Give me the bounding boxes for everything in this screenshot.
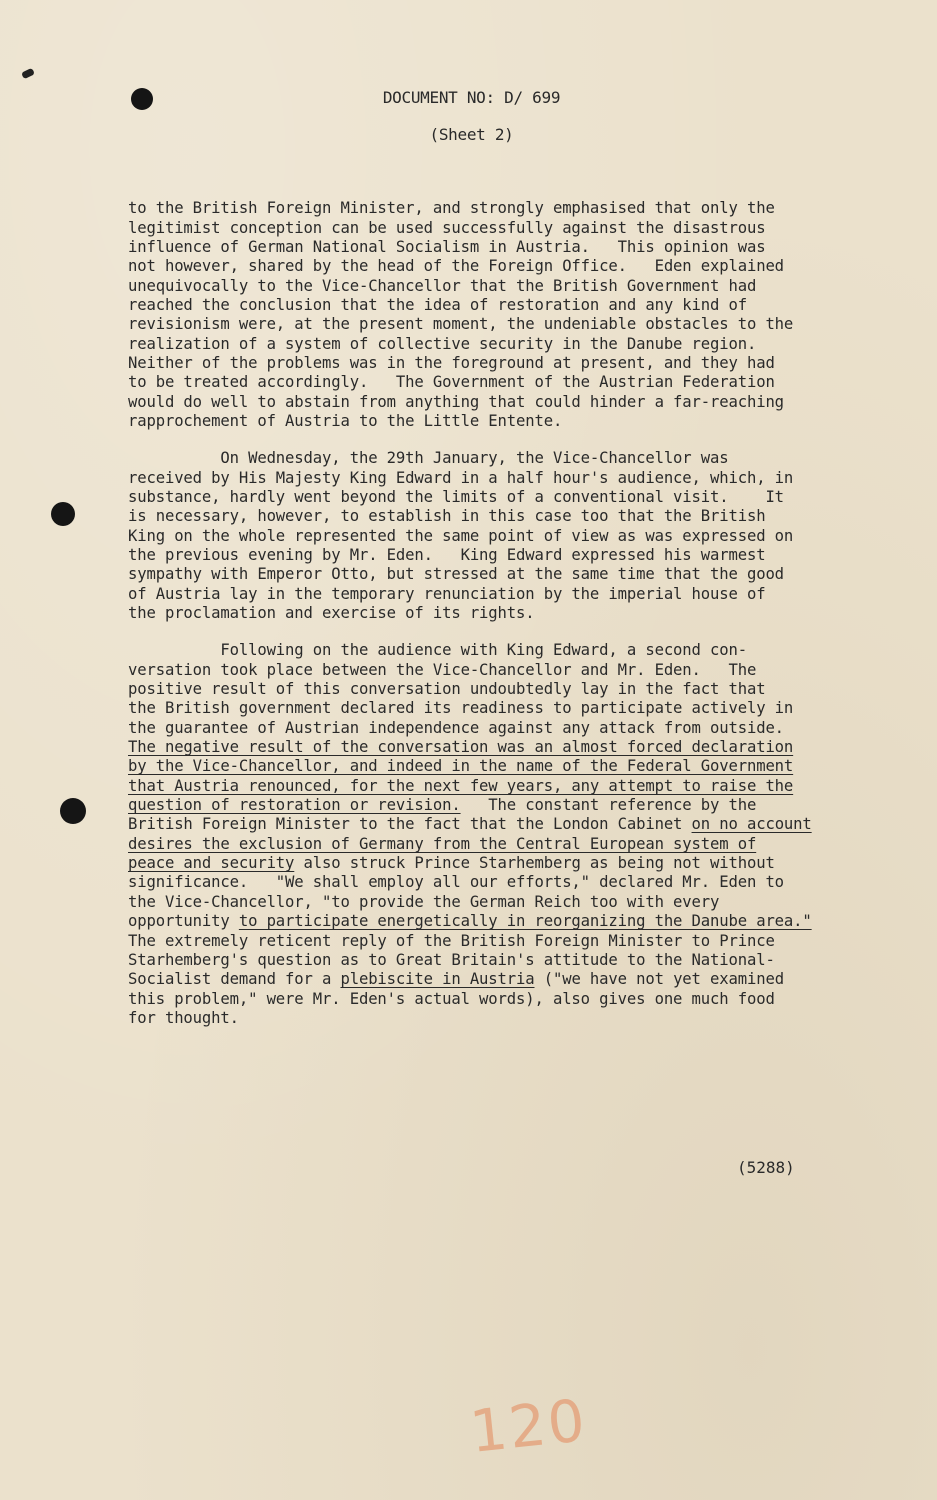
text-line: for thought. (128, 1008, 239, 1027)
paragraph-1 (128, 180, 828, 431)
text-line: British Foreign Minister to the fact that the London Cabinet on no account (128, 815, 812, 834)
text-line: positive result of this conversation undoubtedly lay in the fact that (128, 680, 766, 699)
text-line: this problem," were Mr. Eden's actual words), also gives one much food (128, 989, 775, 1008)
underlined-line: desires the exclusion of Germany from the Central European system of (128, 834, 757, 853)
underlined-phrase: to participate energetically in reorganizing the Danube area." (238, 912, 812, 931)
document-code: (5288) (737, 1158, 795, 1177)
text-line: Following on the audience with King Edward, a second con- (128, 641, 747, 660)
punch-hole-middle (51, 502, 75, 526)
text-line: Starhemberg's question as to Great Britain's attitude to the National- (128, 950, 775, 969)
underlined-phrase: plebiscite in Austria (340, 970, 535, 989)
paragraph-2 (128, 430, 828, 623)
text-line: opportunity to participate energetically in reorganizing the Danube area." (128, 912, 812, 931)
punch-hole-lower (60, 798, 86, 824)
underlined-phrase: on no account (691, 815, 812, 834)
text-line: to be treated accordingly. The Government of the Austrian Federation (128, 373, 775, 392)
text-line: influence of German National Socialism in Austria. This opinion was (128, 238, 766, 257)
text-line: significance. "We shall employ all our efforts," declared Mr. Eden to (128, 873, 784, 892)
text-line: to the British Foreign Minister, and strongly emphasised that only the (128, 199, 775, 218)
text-line: the guarantee of Austrian independence against any attack from outside. (128, 718, 784, 737)
underlined-phrase: question of restoration or revision. (128, 796, 461, 815)
text-line: of Austria lay in the temporary renunciation by the imperial house of (128, 584, 766, 603)
text-line: the Vice-Chancellor, "to provide the German Reich too with every (128, 892, 720, 911)
text-line: rapprochement of Austria to the Little Entente. (128, 412, 563, 431)
text-line: Socialist demand for a plebiscite in Austria ("we have not yet examined (128, 970, 784, 989)
text-line: On Wednesday, the 29th January, the Vice-Chancellor was (128, 449, 729, 468)
text-line: peace and security also struck Prince Starhemberg as being not without (128, 854, 775, 873)
text-line: Neither of the problems was in the foreground at present, and they had (128, 354, 775, 373)
text-line: is necessary, however, to establish in this case too that the British (128, 507, 766, 526)
text-line: the previous evening by Mr. Eden. King Edward expressed his warmest (128, 546, 766, 565)
handwritten-page-number: 120 (466, 1386, 590, 1466)
underlined-line: by the Vice-Chancellor, and indeed in the name of the Federal Government (128, 757, 794, 776)
underlined-line: that Austria renounced, for the next few years, any attempt to raise the (128, 776, 794, 795)
text-line: the proclamation and exercise of its rights. (128, 604, 535, 623)
text-line: not however, shared by the head of the Foreign Office. Eden explained (128, 257, 784, 276)
underlined-line: The negative result of the conversation was an almost forced declaration (128, 738, 794, 757)
text-line: question of restoration or revision. The constant reference by the (128, 796, 757, 815)
text-line: revisionism were, at the present moment, the undeniable obstacles to the (128, 315, 794, 334)
text-line: The extremely reticent reply of the British Foreign Minister to Prince (128, 931, 775, 950)
text-line: sympathy with Emperor Otto, but stressed at the same time that the good (128, 565, 784, 584)
underlined-phrase: peace and security (128, 854, 295, 873)
corner-mark (21, 68, 35, 79)
paragraph-3 (128, 622, 828, 1028)
text-line: unequivocally to the Vice-Chancellor that the British Government had (128, 276, 757, 295)
text-line: would do well to abstain from anything that could hinder a far-reaching (128, 392, 784, 411)
text-line: reached the conclusion that the idea of restoration and any kind of (128, 296, 747, 315)
text-line: legitimist conception can be used successfully against the disastrous (128, 218, 766, 237)
document-number: DOCUMENT NO: D/ 699 (382, 88, 561, 107)
text-line: versation took place between the Vice-Chancellor and Mr. Eden. The (128, 660, 757, 679)
text-line: received by His Majesty King Edward in a half hour's audience, which, in (128, 468, 794, 487)
text-line: King on the whole represented the same point of view as was expressed on (128, 526, 794, 545)
text-line: realization of a system of collective security in the Danube region. (128, 334, 757, 353)
text-line: substance, hardly went beyond the limits of a conventional visit. It (128, 488, 784, 507)
text-line: the British government declared its readiness to participate actively in (128, 699, 794, 718)
sheet-label: (Sheet 2) (429, 125, 514, 144)
